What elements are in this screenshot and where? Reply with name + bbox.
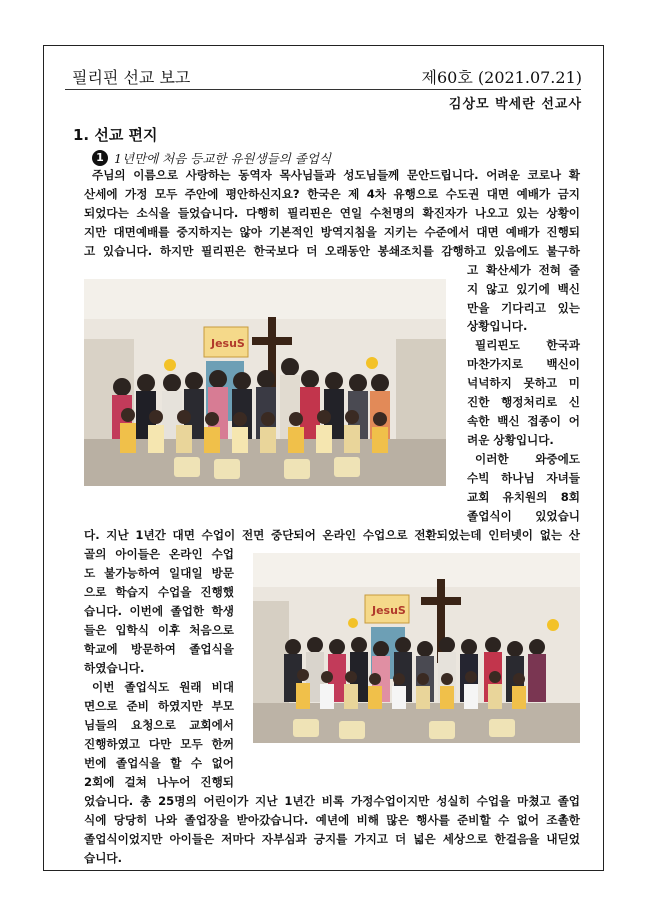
body-line: 산세에 가정 모두 주안에 평안하신지요? 한국은 제 4차 유행으로 수도권 대면 예배가 금지 bbox=[84, 187, 580, 201]
body-line: 고 확산세가 전혀 줄 bbox=[467, 263, 580, 277]
body-line: 번에 졸업식을 할 수 없어 bbox=[84, 756, 234, 770]
body-line: 수빅 하나님 자녀들 bbox=[467, 471, 580, 485]
body-line: 이러한 와중에도 bbox=[475, 452, 580, 466]
body-line: 졸업식이 있었습니 bbox=[467, 509, 580, 523]
body-line: 되었다는 소식을 들었습니다. 다행히 필리핀은 연일 수천명의 확진자가 나오고 있는 상황이 bbox=[84, 206, 580, 220]
body-line: 습니다. 이번에 졸업한 학생 bbox=[84, 604, 234, 618]
subsection-title: 1년만에 처음 등교한 유원생들의 졸업식 bbox=[114, 151, 332, 166]
body-line: 지 않고 있기에 백신 bbox=[467, 282, 580, 296]
body-line: 면으로 준비 하였지만 부모 bbox=[84, 699, 234, 713]
photo1-banner: JesuS bbox=[211, 337, 245, 350]
body-line: 진한 행정처리로 신 bbox=[467, 395, 580, 409]
photo2-banner: JesuS bbox=[372, 604, 406, 617]
graduation-photo-2 bbox=[253, 553, 580, 743]
body-line: 습니다. bbox=[84, 851, 123, 865]
body-line: 학교에 방문하여 졸업식을 bbox=[84, 642, 234, 656]
body-line: 마찬가지로 백신이 bbox=[467, 357, 580, 371]
body-line: 진행하였고 다만 모두 한꺼 bbox=[84, 737, 234, 751]
body-line: 었습니다. 총 25명의 어린이가 지난 1년간 비록 가정수업이지만 성실히 수업을 마쳤고 졸업 bbox=[84, 794, 580, 808]
body-line: 필리핀도 한국과 bbox=[475, 338, 580, 352]
body-line: 속한 백신 접종이 어 bbox=[467, 414, 580, 428]
body-line: 고 있습니다. 하지만 필리핀은 한국보다 더 오래동안 봉쇄조치를 감행하고 있음에도 불구하 bbox=[84, 244, 580, 258]
body-line: 졸업식이었지만 아이들은 저마다 자부심과 긍지를 가지고 더 넓은 세상으로 한걸음을 내딛었 bbox=[84, 832, 580, 846]
authors: 김상모 박세란 선교사 bbox=[448, 97, 582, 112]
body-line: 하였습니다. bbox=[84, 661, 145, 675]
issue-number: 제60호 (2021.07.21) bbox=[421, 68, 582, 87]
body-line: 2회에 걸쳐 나누어 진행되 bbox=[84, 775, 234, 789]
body-line: 넉넉하지 못하고 미 bbox=[467, 376, 580, 390]
newsletter-title: 필리핀 선교 보고 bbox=[72, 68, 191, 87]
subsection-heading bbox=[92, 149, 331, 167]
body-line: 골의 아이들은 온라인 수업 bbox=[84, 547, 234, 561]
subsection-number-badge: 1 bbox=[92, 150, 108, 166]
body-line: 지만 대면예배를 중지하지는 않아 기본적인 방역지침을 지키는 수준에서 대면 예배가 진행되 bbox=[84, 225, 580, 239]
body-line: 이번 졸업식도 원래 비대 bbox=[92, 680, 234, 694]
body-line: 님들의 요청으로 교회에서 bbox=[84, 718, 234, 732]
header-divider bbox=[65, 89, 581, 90]
section-heading: 1. 선교 편지 bbox=[73, 126, 158, 144]
body-line: 들은 입학식 이후 처음으로 bbox=[84, 623, 234, 637]
graduation-photo-1 bbox=[84, 279, 446, 486]
body-line: 주님의 이름으로 사랑하는 동역자 목사님들과 성도님들께 문안드립니다. 어려운 코로나 확 bbox=[92, 168, 580, 182]
body-line: 상황입니다. bbox=[467, 319, 528, 333]
body-line: 려운 상황입니다. bbox=[467, 433, 554, 447]
body-line: 교회 유치원의 8회 bbox=[467, 490, 580, 504]
body-line: 도 불가능하여 일대일 방문 bbox=[84, 566, 234, 580]
body-line: 식에 당당히 나와 졸업장을 받아갔습니다. 예년에 비해 많은 행사를 준비할 수 없어 조촐한 bbox=[84, 813, 580, 827]
body-line: 다. 지난 1년간 대면 수업이 전면 중단되어 온라인 수업으로 전환되었는데 인터넷이 없는 산 bbox=[84, 528, 580, 542]
body-line: 만을 기다리고 있는 bbox=[467, 301, 580, 315]
body-line: 으로 학습지 수업을 진행했 bbox=[84, 585, 234, 599]
